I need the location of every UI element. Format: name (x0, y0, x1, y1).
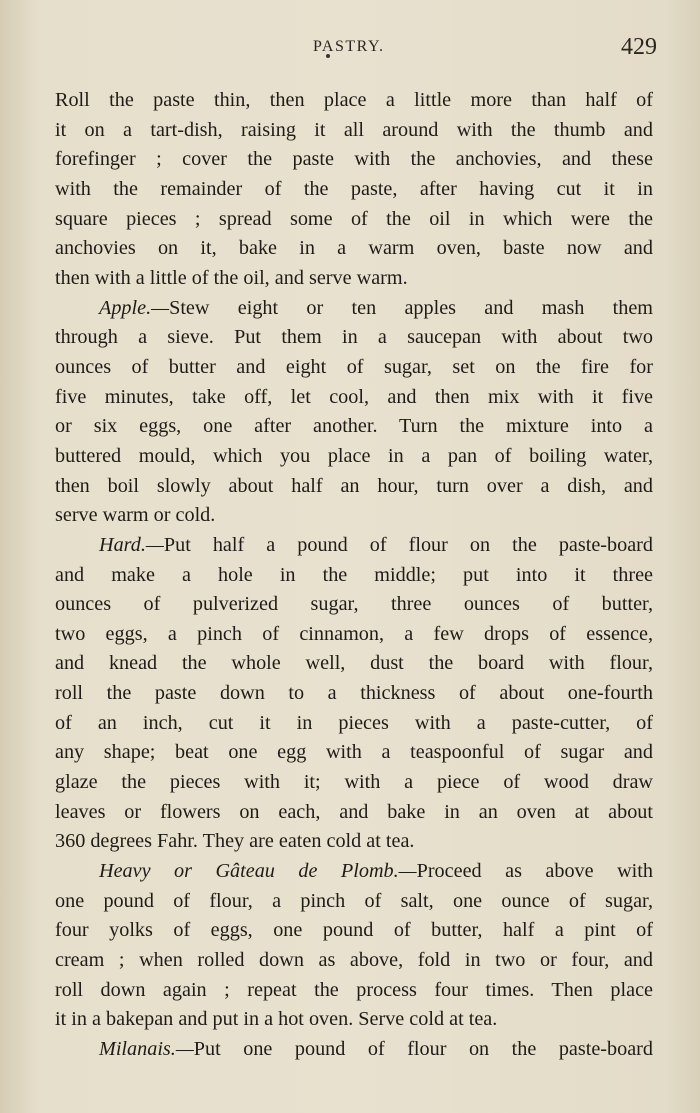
text-line: it in a bakepan and put in a hot oven. Serve cold at tea. (55, 1008, 498, 1031)
page-number: 429 (621, 34, 657, 60)
recipe-title-milanais: Milanais.— (99, 1038, 194, 1060)
text-line: ounces of pulverized sugar, three ounces of butter, (55, 593, 653, 616)
paragraph-milanais (55, 1035, 653, 1065)
text-line: ounces of butter and eight of sugar, set on the fire for (55, 355, 653, 378)
paragraph-apple (55, 294, 653, 324)
text-line: it on a tart-dish, raising it all around with the thumb and (55, 118, 653, 141)
text-line: roll the paste down to a thickness of about one-fourth (55, 682, 653, 705)
page-header (0, 36, 700, 66)
paragraph-hard (55, 531, 653, 561)
text-line: square pieces ; spread some of the oil in which were the (55, 207, 653, 230)
paragraph-heavy (55, 857, 653, 887)
text-line: with the remainder of the paste, after having cut it in (55, 177, 653, 200)
text-line: Roll the paste thin, then place a little more than half of (55, 89, 653, 111)
running-head: PASTRY. (313, 38, 385, 55)
text-line: 360 degrees Fahr. They are eaten cold at tea. (55, 830, 415, 853)
text-line: roll down again ; repeat the process four times. Then place (55, 978, 653, 1001)
text-line: leaves or flowers on each, and bake in an oven at about (55, 800, 653, 823)
text-line: through a sieve. Put them in a saucepan with about two (55, 326, 653, 349)
text-line: Proceed as above with (416, 860, 653, 883)
text-line: Put half a pound of flour on the paste-board (163, 533, 653, 556)
text-line: serve warm or cold. (55, 504, 216, 527)
text-line: Put one pound of flour on the paste-board (193, 1038, 653, 1060)
text-line: or six eggs, one after another. Turn the mixture into a (55, 415, 653, 438)
text-line: and make a hole in the middle; put into it three (55, 563, 653, 586)
text-line: anchovies on it, bake in a warm oven, baste now and (55, 237, 653, 260)
recipe-title-heavy: Heavy or Gâteau de Plomb.— (99, 860, 417, 883)
text-line: one pound of flour, a pinch of salt, one ounce of sugar, (55, 889, 653, 912)
text-line: cream ; when rolled down as above, fold in two or four, and (55, 949, 653, 972)
text-line: of an inch, cut it in pieces with a paste-cutter, of (55, 711, 653, 734)
text-line: forefinger ; cover the paste with the anchovies, and these (55, 148, 653, 171)
text-line: and knead the whole well, dust the board with flour, (55, 652, 653, 675)
recipe-text (55, 86, 653, 1065)
text-line: glaze the pieces with it; with a piece of wood draw (55, 771, 653, 794)
text-line: two eggs, a pinch of cinnamon, a few drops of essence, (55, 622, 653, 645)
text-line: then boil slowly about half an hour, turn over a dish, and (55, 474, 653, 497)
recipe-title-apple: Apple.— (99, 296, 170, 319)
recipe-title-hard: Hard.— (99, 533, 164, 556)
text-line: buttered mould, which you place in a pan of boiling water, (55, 444, 653, 467)
text-line: five minutes, take off, let cool, and then mix with it five (55, 385, 653, 408)
text-line: then with a little of the oil, and serve warm. (55, 266, 408, 289)
text-line: Stew eight or ten apples and mash them (169, 296, 653, 319)
text-line: four yolks of eggs, one pound of butter, half a pint of (55, 919, 653, 942)
text-line: any shape; beat one egg with a teaspoonful of sugar and (55, 741, 653, 764)
